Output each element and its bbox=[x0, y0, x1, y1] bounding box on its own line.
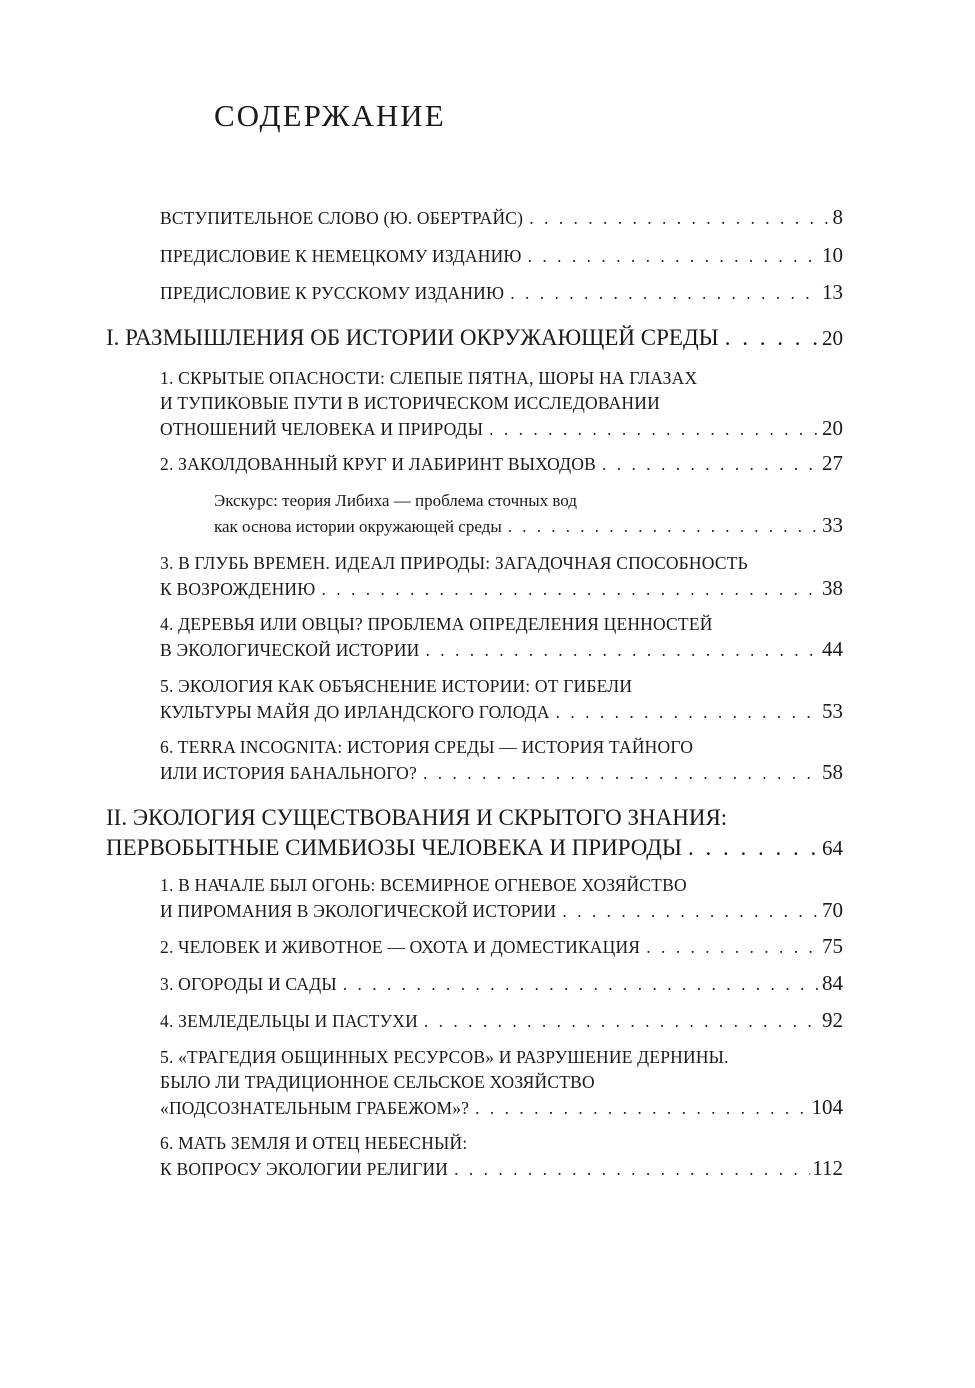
leader-dots bbox=[426, 638, 820, 663]
toc-entry[interactable] bbox=[160, 1045, 843, 1121]
toc-entry-title: 6. МАТЬ ЗЕМЛЯ И ОТЕЦ НЕБЕСНЫЙ: bbox=[160, 1133, 468, 1153]
toc-entry-title: И ТУПИКОВЫЕ ПУТИ В ИСТОРИЧЕСКОМ ИССЛЕДОВАНИИ bbox=[160, 393, 660, 413]
toc-entry-title: I. РАЗМЫШЛЕНИЯ ОБ ИСТОРИИ ОКРУЖАЮЩЕЙ СРЕДЫ bbox=[106, 325, 719, 350]
toc-entry-title: К ВОПРОСУ ЭКОЛОГИИ РЕЛИГИИ bbox=[160, 1159, 449, 1179]
toc-entry-title: И ПИРОМАНИЯ В ЭКОЛОГИЧЕСКОЙ ИСТОРИИ bbox=[160, 901, 557, 921]
toc-entry-title: ПЕРВОБЫТНЫЕ СИМБИОЗЫ ЧЕЛОВЕКА И ПРИРОДЫ bbox=[106, 835, 682, 860]
toc-entry-title: Экскурс: теория Либиха — проблема сточных вод bbox=[214, 491, 577, 510]
leader-dots bbox=[562, 899, 820, 924]
toc-page-number: 8 bbox=[832, 205, 843, 229]
toc-excursus[interactable] bbox=[214, 489, 843, 539]
leader-dots bbox=[602, 452, 820, 477]
toc-entry-title: 4. ДЕРЕВЬЯ ИЛИ ОВЦЫ? ПРОБЛЕМА ОПРЕДЕЛЕНИЯ ЦЕННОСТЕЙ bbox=[160, 614, 713, 634]
toc-page-number: 53 bbox=[822, 699, 843, 723]
toc-entry[interactable] bbox=[160, 243, 843, 269]
toc-entry-title: II. ЭКОЛОГИЯ СУЩЕСТВОВАНИЯ И СКРЫТОГО ЗНАНИЯ: bbox=[106, 805, 728, 830]
toc-entry-title: 2. ЗАКОЛДОВАННЫЙ КРУГ И ЛАБИРИНТ ВЫХОДОВ bbox=[160, 454, 596, 474]
leader-dots bbox=[508, 515, 820, 539]
toc-entry-title: ПРЕДИСЛОВИЕ К РУССКОМУ ИЗДАНИЮ bbox=[160, 283, 505, 303]
toc-entry[interactable] bbox=[160, 1008, 843, 1034]
toc-entry-title: 4. ЗЕМЛЕДЕЛЬЦЫ И ПАСТУХИ bbox=[160, 1011, 418, 1031]
toc-entry-title: В ЭКОЛОГИЧЕСКОЙ ИСТОРИИ bbox=[160, 640, 420, 660]
toc-page-number: 70 bbox=[822, 898, 843, 922]
leader-dots bbox=[454, 1157, 810, 1182]
toc-entry[interactable] bbox=[160, 451, 843, 477]
toc-entry-title: «ПОДСОЗНАТЕЛЬНЫМ ГРАБЕЖОМ»? bbox=[160, 1098, 470, 1118]
toc-page-number: 92 bbox=[822, 1008, 843, 1032]
leader-dots bbox=[321, 577, 820, 602]
toc-entry-title: 3. В ГЛУБЬ ВРЕМЕН. ИДЕАЛ ПРИРОДЫ: ЗАГАДОЧНАЯ СПОСОБНОСТЬ bbox=[160, 553, 748, 573]
toc-entry[interactable] bbox=[160, 612, 843, 663]
toc-entry-title: 6. TERRA INCOGNITA: ИСТОРИЯ СРЕДЫ — ИСТОРИЯ ТАЙНОГО bbox=[160, 737, 694, 757]
toc-entry-title: 1. СКРЫТЫЕ ОПАСНОСТИ: СЛЕПЫЕ ПЯТНА, ШОРЫ НА ГЛАЗАХ bbox=[160, 368, 698, 388]
toc-entry-title: ПРЕДИСЛОВИЕ К НЕМЕЦКОМУ ИЗДАНИЮ bbox=[160, 246, 522, 266]
toc-page-number: 20 bbox=[822, 326, 843, 350]
leader-dots bbox=[529, 206, 830, 231]
toc-page-number: 75 bbox=[822, 934, 843, 958]
toc-entry[interactable] bbox=[160, 873, 843, 924]
toc-entry-title: как основа истории окружающей среды bbox=[214, 517, 502, 536]
toc-entry[interactable] bbox=[160, 551, 843, 602]
leader-dots bbox=[725, 323, 820, 353]
toc-page-number: 20 bbox=[822, 416, 843, 440]
toc-page-number: 27 bbox=[822, 451, 843, 475]
toc-page-number: 104 bbox=[811, 1095, 843, 1119]
leader-dots bbox=[556, 700, 820, 725]
toc-entry[interactable] bbox=[160, 280, 843, 306]
toc-entry-title: ВСТУПИТЕЛЬНОЕ СЛОВО (Ю. ОБЕРТРАЙС) bbox=[160, 208, 524, 228]
toc-entry-title: К ВОЗРОЖДЕНИЮ bbox=[160, 579, 316, 599]
leader-dots bbox=[528, 244, 820, 269]
toc-page-number: 33 bbox=[822, 513, 843, 537]
leader-dots bbox=[489, 417, 820, 442]
toc-page-number: 38 bbox=[822, 576, 843, 600]
toc-part-heading[interactable] bbox=[106, 803, 843, 863]
toc-entry-title: БЫЛО ЛИ ТРАДИЦИОННОЕ СЕЛЬСКОЕ ХОЗЯЙСТВО bbox=[160, 1072, 595, 1092]
toc-entry[interactable] bbox=[160, 366, 843, 442]
leader-dots bbox=[646, 935, 820, 960]
toc-entry[interactable] bbox=[160, 1131, 843, 1182]
leader-dots bbox=[475, 1096, 809, 1121]
toc-entry-title: ОТНОШЕНИЙ ЧЕЛОВЕКА И ПРИРОДЫ bbox=[160, 419, 484, 439]
leader-dots bbox=[510, 281, 820, 306]
leader-dots bbox=[343, 972, 820, 997]
toc-entry[interactable] bbox=[160, 735, 843, 786]
toc-entry-title: 3. ОГОРОДЫ И САДЫ bbox=[160, 974, 337, 994]
toc-entry-title: 5. ЭКОЛОГИЯ КАК ОБЪЯСНЕНИЕ ИСТОРИИ: ОТ ГИБЕЛИ bbox=[160, 676, 633, 696]
toc-entry[interactable] bbox=[160, 674, 843, 725]
toc-entry-title: 1. В НАЧАЛЕ БЫЛ ОГОНЬ: ВСЕМИРНОЕ ОГНЕВОЕ ХОЗЯЙСТВО bbox=[160, 875, 687, 895]
toc-page-number: 112 bbox=[812, 1156, 843, 1180]
leader-dots bbox=[424, 1009, 820, 1034]
toc-page-number: 44 bbox=[822, 637, 843, 661]
toc-entry-title: 5. «ТРАГЕДИЯ ОБЩИННЫХ РЕСУРСОВ» И РАЗРУШЕНИЕ ДЕРНИНЫ. bbox=[160, 1047, 729, 1067]
toc-part-heading[interactable] bbox=[106, 323, 843, 353]
toc-entry-title: 2. ЧЕЛОВЕК И ЖИВОТНОЕ — ОХОТА И ДОМЕСТИКАЦИЯ bbox=[160, 937, 641, 957]
toc-page-number: 84 bbox=[822, 971, 843, 995]
toc-entry-title: КУЛЬТУРЫ МАЙЯ ДО ИРЛАНДСКОГО ГОЛОДА bbox=[160, 702, 550, 722]
toc-page-number: 58 bbox=[822, 760, 843, 784]
leader-dots bbox=[423, 761, 820, 786]
toc-entry[interactable] bbox=[160, 934, 843, 960]
toc-entry-title: ИЛИ ИСТОРИЯ БАНАЛЬНОГО? bbox=[160, 763, 417, 783]
toc-page-number: 13 bbox=[822, 280, 843, 304]
toc-page-number: 10 bbox=[822, 243, 843, 267]
page-title: СОДЕРЖАНИЕ bbox=[214, 98, 446, 133]
toc-page-number: 64 bbox=[822, 836, 843, 860]
toc-entry[interactable] bbox=[160, 971, 843, 997]
leader-dots bbox=[688, 833, 820, 863]
toc-entry[interactable] bbox=[160, 205, 843, 231]
